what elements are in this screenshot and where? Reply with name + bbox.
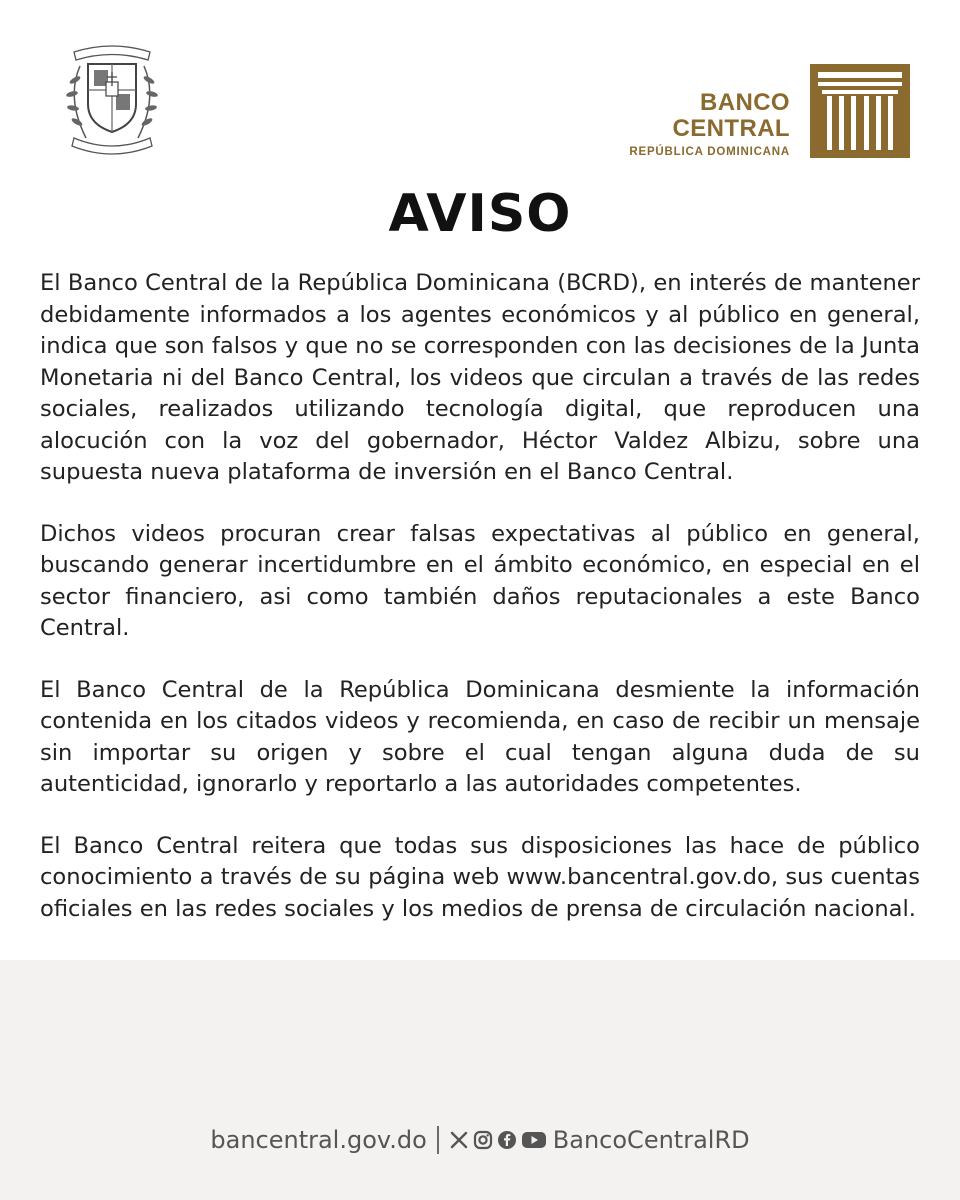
header [0,0,960,180]
coat-of-arms-logo [50,36,174,160]
paragraph-4: El Banco Central reitera que todas sus disposiciones las hace de público conocimiento a través de su página web www.bancentral.gov.do, sus cuentas oficiales en las redes sociales y los medios de prensa de circulación nacional. [40,832,920,922]
brand-subtitle: REPÚBLICA DOMINICANA [629,146,790,158]
brand-name: BANCO CENTRAL [672,89,790,142]
facebook-icon[interactable] [497,1130,517,1150]
paragraph-2: Dichos videos procuran crear falsas expectativas al público en general, buscando generar incertidumbre en el ámbito económico, en especial en el sector financiero, asi como también daños reputacionales a este Banco Central. [40,520,920,641]
instagram-icon[interactable] [473,1130,493,1150]
youtube-icon[interactable] [521,1130,547,1150]
social-icons [449,1130,547,1150]
banco-central-logo [580,64,910,158]
page-title: AVISO [388,184,572,244]
footer-background [0,960,960,1200]
paragraph-1: El Banco Central de la República Dominicana (BCRD), en interés de mantener debidamente informados a los agentes económicos y al público en general, indica que son falsos y que no se corresponden con las decisiones de la Junta Monetaria ni del Banco Central, los videos que circulan a través de las redes sociales, realizados utilizando tecnología digital, que reproducen una alocución con la voz del gobernador, Héctor Valdez Albizu, sobre una supuesta nueva plataforma de inversión en el Banco Central. [40,270,920,485]
notice-body [40,268,920,955]
building-columns-icon [810,64,910,158]
paragraph-3: El Banco Central de la República Dominicana desmiente la información contenida en los citados videos y recomienda, en caso de recibir un mensaje sin importar su origen y sobre el cual tengan alguna duda de su autenticidad, ignorarlo y reportarlo a las autoridades competentes. [40,676,920,797]
footer-divider [437,1126,439,1154]
social-handle[interactable]: BancoCentralRD [552,1126,750,1154]
x-icon[interactable] [449,1130,469,1150]
website-link[interactable]: bancentral.gov.do [210,1126,427,1154]
footer [0,1120,960,1160]
